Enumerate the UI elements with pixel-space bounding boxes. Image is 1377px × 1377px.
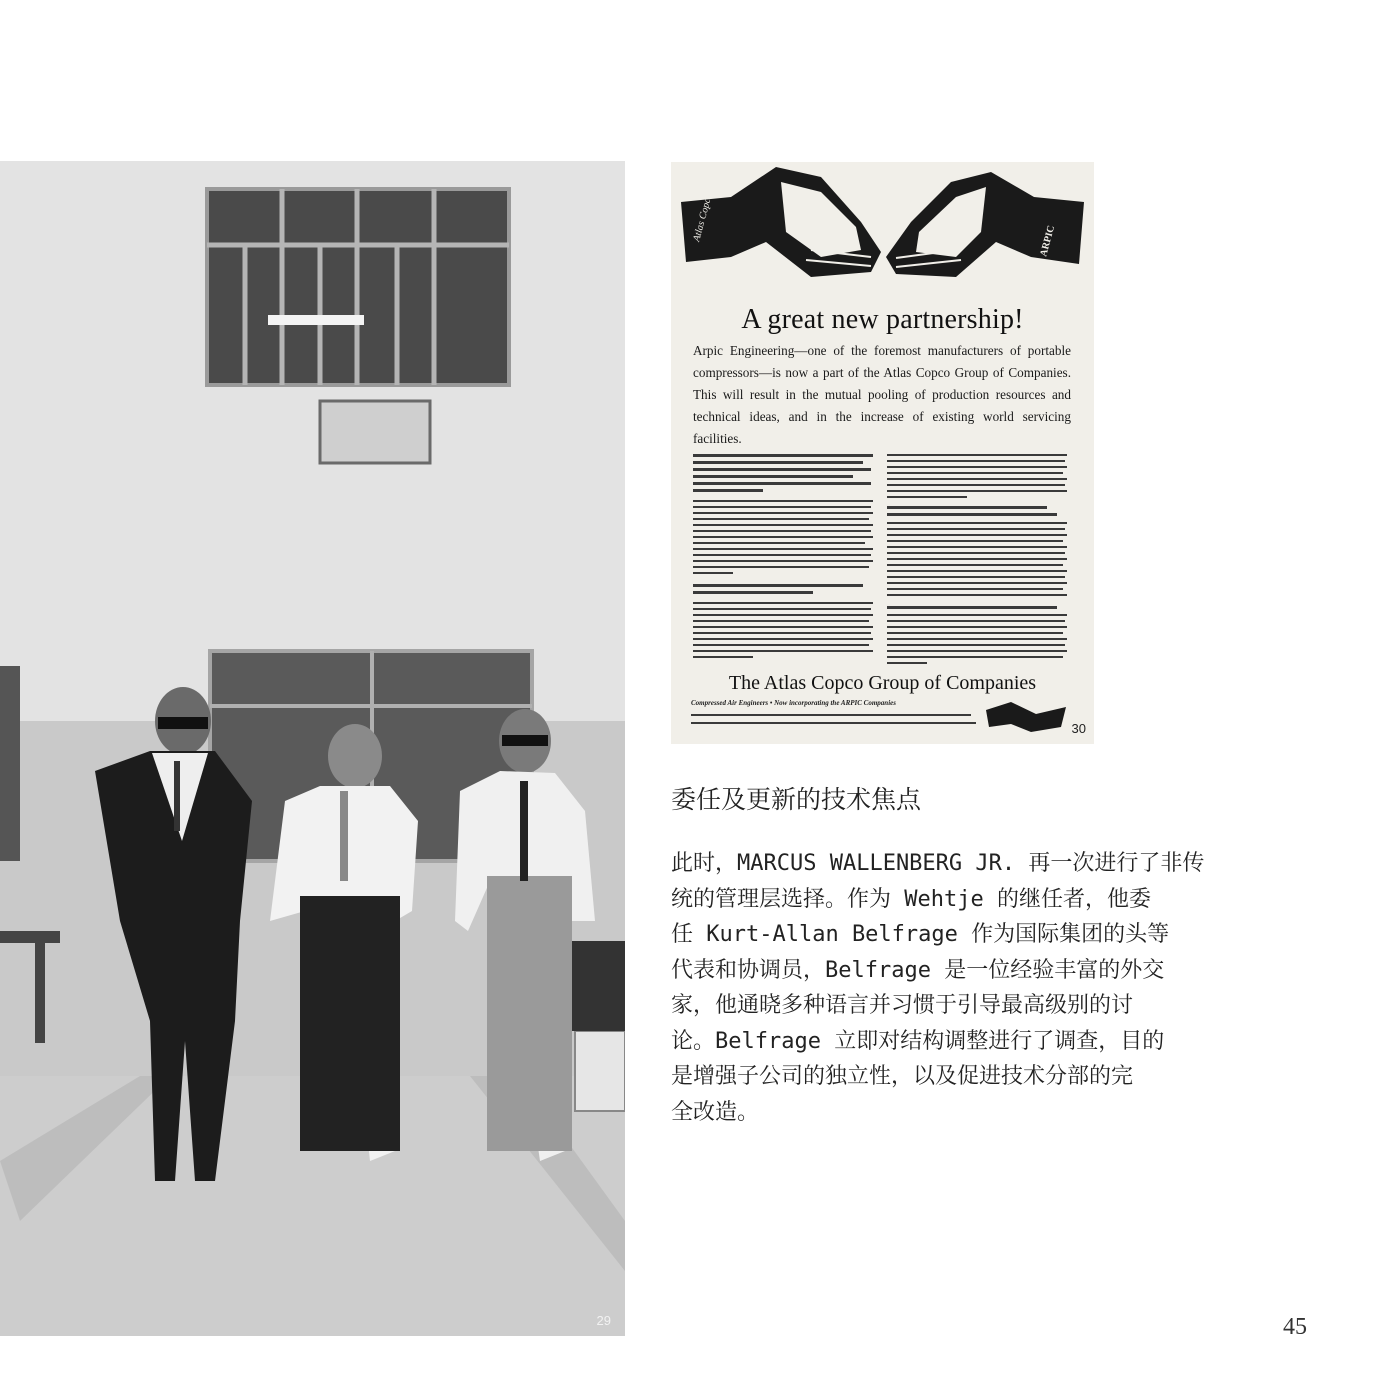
body-line: 家，他通晓多种语言并习惯于引导最高级别的讨 bbox=[671, 993, 1134, 1018]
handshake-illustration bbox=[671, 162, 1094, 744]
figure-number: 29 bbox=[596, 1313, 611, 1328]
advertisement-clipping bbox=[671, 162, 1094, 744]
ad-tagline: Compressed Air Engineers • Now incorporating the ARPIC Companies bbox=[691, 699, 896, 707]
ad-footer: The Atlas Copco Group of Companies bbox=[728, 672, 1037, 694]
section-heading: 委任及更新的技术焦点 bbox=[671, 785, 922, 814]
body-line: 统的管理层选择。作为 Wehtje 的继任者，他委 bbox=[671, 886, 1151, 912]
ad-headline: A great new partnership! bbox=[741, 304, 1024, 335]
photo-three-men-walking bbox=[0, 161, 625, 1336]
right-cuff-label: ARPIC bbox=[1038, 224, 1058, 258]
body-line: 任 Kurt-Allan Belfrage 作为国际集团的头等 bbox=[671, 922, 1170, 947]
body-line: 代表和协调员，Belfrage 是一位经验丰富的外交 bbox=[671, 957, 1165, 983]
body-paragraph bbox=[671, 846, 1246, 1130]
page-number: 45 bbox=[1283, 1314, 1307, 1340]
body-line: 是增强子公司的独立性，以及促进技术分部的完 bbox=[671, 1064, 1134, 1089]
figure-number: 30 bbox=[1071, 721, 1086, 736]
body-line: 全改造。 bbox=[671, 1099, 760, 1125]
ad-lead-paragraph: Arpic Engineering—one of the foremost manufacturers of portable compressors—is now a part of the Atlas Copco Group of Companies. This will result in the mutual pooling of production resources and technical ideas, and in the increase of existing world servicing facilities. bbox=[693, 343, 1071, 446]
photo-illustration bbox=[0, 161, 625, 1336]
body-line: 论。Belfrage 立即对结构调整进行了调查，目的 bbox=[671, 1028, 1165, 1054]
left-cuff-label: Atlas Copco bbox=[691, 192, 715, 243]
body-line: 此时，MARCUS WALLENBERG JR. 再一次进行了非传 bbox=[671, 851, 1205, 876]
